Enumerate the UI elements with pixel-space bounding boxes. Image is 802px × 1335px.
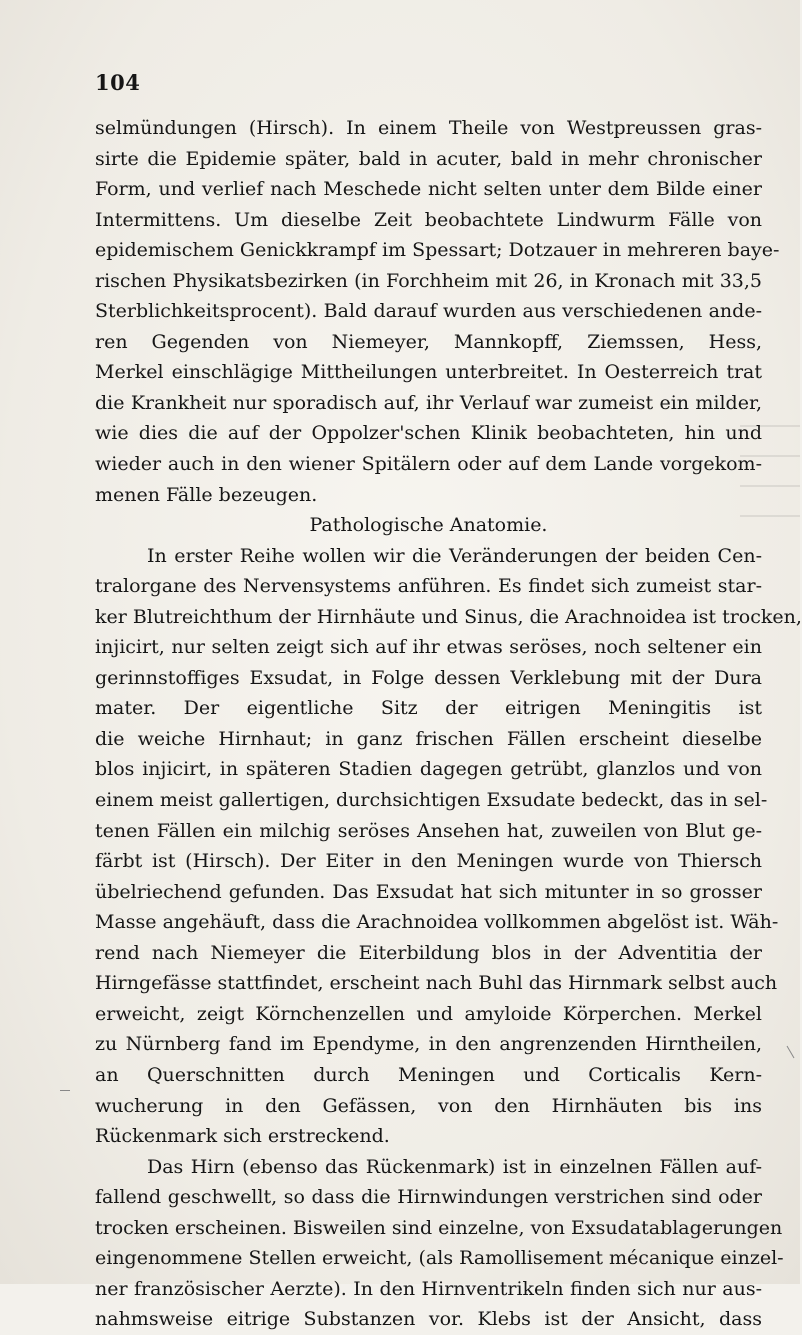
- margin-mark: [60, 1090, 70, 1091]
- text-line: übelriechend gefunden. Das Exsudat hat sich mitunter in so grosser: [95, 880, 762, 903]
- text-line: gerinnstoffiges Exsudat, in Folge dessen Verklebung mit der Dura: [95, 666, 762, 689]
- text-line: Intermittens. Um dieselbe Zeit beobachtete Lindwurm Fälle von: [95, 208, 762, 231]
- text-line: selmündungen (Hirsch). In einem Theile von Westpreussen gras-: [95, 117, 762, 139]
- text-line: ner französischer Aerzte). In den Hirnventrikeln finden sich nur aus-: [95, 1277, 762, 1300]
- body-text: [95, 113, 802, 1335]
- text-line: In erster Reihe wollen wir die Veränderungen der beiden Cen-: [147, 544, 762, 567]
- text-line: injicirt, nur selten zeigt sich auf ihr etwas seröses, noch seltener ein: [95, 636, 762, 659]
- text-line: ker Blutreichthum der Hirnhäute und Sinus, die Arachnoidea ist trocken,: [95, 605, 802, 628]
- text-line: mater. Der eigentliche Sitz der eitrigen Meningitis ist: [95, 697, 762, 720]
- text-line: sirte die Epidemie später, bald in acuter, bald in mehr chronischer: [95, 147, 762, 170]
- text-line: Masse angehäuft, dass die Arachnoidea vollkommen abgelöst ist. Wäh-: [95, 911, 779, 934]
- text-line: Form, und verlief nach Meschede nicht selten unter dem Bilde einer: [95, 178, 762, 201]
- text-line: blos injicirt, in späteren Stadien dagegen getrübt, glanzlos und von: [95, 758, 762, 781]
- text-line: einem meist gallertigen, durchsichtigen Exsudate bedeckt, das in sel-: [95, 789, 768, 812]
- text-line: Das Hirn (ebenso das Rückenmark) ist in einzelnen Fällen auf-: [147, 1155, 762, 1178]
- text-line: epidemischem Genickkrampf im Spessart; Dotzauer in mehreren baye-: [95, 239, 780, 262]
- text-line: Sterblichkeitsprocent). Bald darauf wurden aus verschiedenen ande-: [95, 300, 762, 323]
- text-line: rend nach Niemeyer die Eiterbildung blos in der Adventitia der: [95, 941, 762, 964]
- text-line: die Krankheit nur sporadisch auf, ihr Verlauf war zumeist ein milder,: [95, 391, 762, 414]
- text-line: wie dies die auf der Oppolzer'schen Klinik beobachteten, hin und: [95, 422, 762, 445]
- text-line: Rückenmark sich erstreckend.: [95, 1125, 390, 1148]
- text-line: rischen Physikatsbezirken (in Forchheim mit 26, in Kronach mit 33,5: [95, 269, 762, 292]
- text-line: zu Nürnberg fand im Ependyme, in den angrenzenden Hirntheilen,: [95, 1033, 762, 1056]
- text-line: färbt ist (Hirsch). Der Eiter in den Meningen wurde von Thiersch: [95, 850, 762, 873]
- section-heading: Pathologische Anatomie.: [309, 514, 548, 537]
- text-line: tralorgane des Nervensystems anführen. Es findet sich zumeist star-: [95, 575, 762, 598]
- text-line: wucherung in den Gefässen, von den Hirnhäuten bis ins: [95, 1094, 762, 1117]
- text-line: wieder auch in den wiener Spitälern oder auf dem Lande vorgekom-: [95, 453, 762, 476]
- text-line: menen Fälle bezeugen.: [95, 483, 318, 506]
- text-line: eingenommene Stellen erweicht, (als Ramollisement mécanique einzel-: [95, 1247, 784, 1270]
- text-line: nahmsweise eitrige Substanzen vor. Klebs ist der Ansicht, dass: [95, 1308, 762, 1331]
- text-line: Merkel einschlägige Mittheilungen unterbreitet. In Oesterreich trat: [95, 361, 762, 384]
- text-line: ren Gegenden von Niemeyer, Mannkopff, Ziemssen, Hess,: [95, 330, 762, 353]
- text-line: die weiche Hirnhaut; in ganz frischen Fällen erscheint dieselbe: [95, 727, 762, 750]
- text-line: an Querschnitten durch Meningen und Corticalis Kern-: [95, 1063, 762, 1086]
- text-line: tenen Fällen ein milchig seröses Ansehen hat, zuweilen von Blut ge-: [95, 819, 762, 842]
- text-line: fallend geschwellt, so dass die Hirnwindungen verstrichen sind oder: [95, 1186, 762, 1209]
- margin-mark: [787, 1046, 795, 1059]
- text-line: trocken erscheinen. Bisweilen sind einzelne, von Exsudatablagerungen: [95, 1216, 783, 1239]
- text-line: Hirngefässe stattfindet, erscheint nach Buhl das Hirnmark selbst auch: [95, 972, 778, 995]
- text-line: erweicht, zeigt Körnchenzellen und amyloide Körperchen. Merkel: [95, 1002, 762, 1025]
- page-number: 104: [95, 70, 141, 95]
